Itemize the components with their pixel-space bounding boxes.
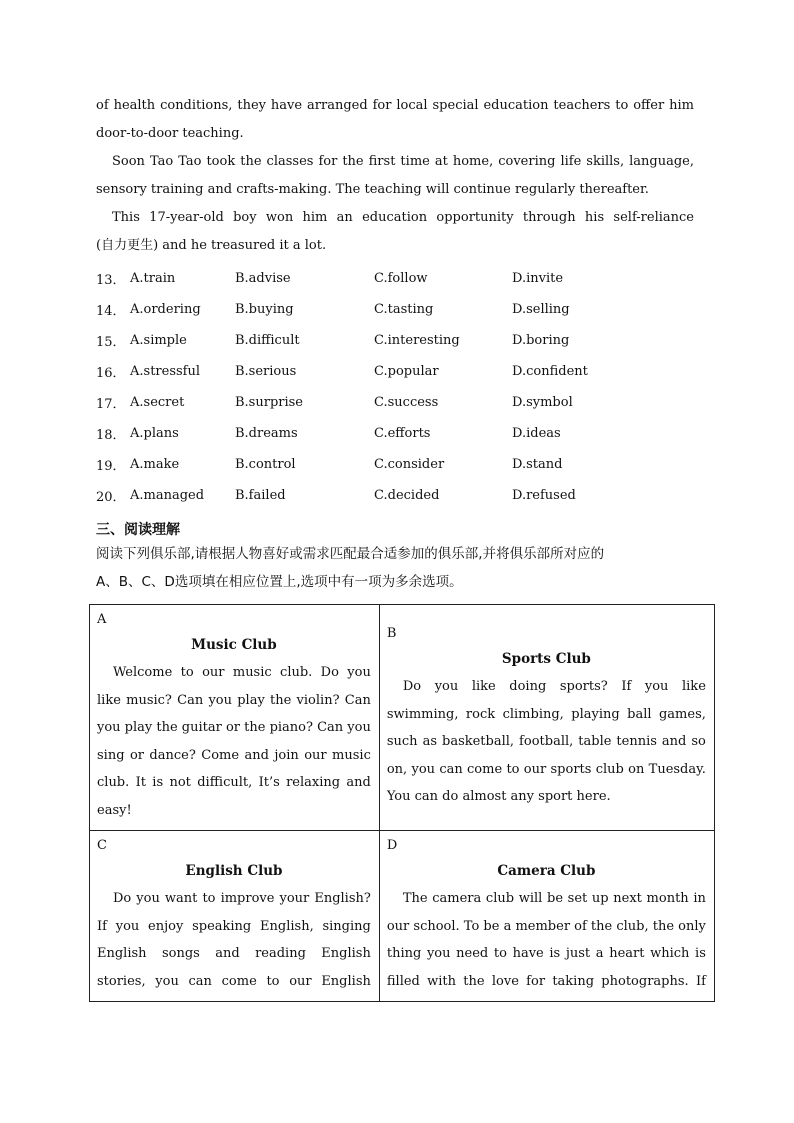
text-line: You can do almost any sport here. <box>386 789 611 804</box>
option-d: D.stand <box>512 457 563 472</box>
table-row <box>90 831 715 1002</box>
option-d: D.confident <box>512 364 588 379</box>
club-description <box>97 659 371 824</box>
club-cell-b <box>379 605 714 831</box>
option-d: D.refused <box>512 488 576 503</box>
option-b: B.control <box>235 457 296 472</box>
option-b: B.buying <box>235 302 294 317</box>
question-row <box>96 387 694 418</box>
text-line: door-to-door teaching. <box>96 126 244 141</box>
option-a: A.managed <box>130 488 205 503</box>
question-row <box>96 294 694 325</box>
question-options <box>96 263 694 511</box>
option-a: A.train <box>130 271 176 286</box>
option-c: C.decided <box>374 488 440 503</box>
text-line: filled with the love for taking photographs. If <box>386 973 706 989</box>
text-line: sensory training and crafts-making. The teaching will continue regularly thereafter. <box>96 182 649 197</box>
club-title: English Club <box>185 863 283 879</box>
option-d: D.ideas <box>512 426 561 441</box>
question-row <box>96 356 694 387</box>
option-c: C.popular <box>374 364 439 379</box>
clubs-table <box>89 604 715 1002</box>
question-number: 19． <box>96 459 126 474</box>
club-cell-d <box>379 831 714 1002</box>
text-line: If you enjoy speaking English, singing <box>97 918 371 934</box>
option-b: B.dreams <box>235 426 298 441</box>
option-a: A.ordering <box>130 302 201 317</box>
text-line: This 17-year-old boy won him an education opportunity through his self-reliance <box>112 210 694 225</box>
option-b: B.difficult <box>235 333 300 348</box>
option-d: D.boring <box>512 333 570 348</box>
passage-paragraph-3 <box>96 204 694 260</box>
text-line: Welcome to our music club. Do you <box>113 665 371 680</box>
question-number: 15． <box>96 335 126 350</box>
option-c: C.follow <box>374 271 428 286</box>
club-title: Music Club <box>191 637 277 653</box>
text-line: stories, you can come to our English <box>97 973 371 989</box>
option-c: C.efforts <box>374 426 431 441</box>
table-row <box>90 605 715 831</box>
option-a: A.simple <box>130 333 187 348</box>
club-letter: D <box>386 838 398 853</box>
passage-paragraph-2 <box>96 148 694 204</box>
option-b: B.advise <box>235 271 291 286</box>
option-a: A.stressful <box>130 364 201 379</box>
option-c: C.interesting <box>374 333 460 348</box>
text-line: The camera club will be set up next month in <box>402 891 706 906</box>
text-line: of health conditions, they have arranged for local special education teachers to offer him <box>96 98 694 113</box>
option-b: B.serious <box>235 364 297 379</box>
text-line: English songs and reading English <box>97 946 371 961</box>
option-d: D.selling <box>512 302 570 317</box>
text-line: you play the guitar or the piano? Can you <box>97 720 371 735</box>
instruction-line: A、B、C、D选项填在相应位置上,选项中有一项为多余选项。 <box>96 574 463 590</box>
text-line: Do you like doing sports? If you like <box>402 679 706 694</box>
section-title: 三、阅读理解 <box>96 522 180 538</box>
club-cell-a <box>90 605 380 831</box>
question-row <box>96 480 694 511</box>
option-c: C.consider <box>374 457 445 472</box>
instruction-line: 阅读下列俱乐部,请根据人物喜好或需求匹配最合适参加的俱乐部,并将俱乐部所对应的 <box>96 546 605 562</box>
club-description <box>97 885 371 995</box>
text-line: easy! <box>97 802 132 818</box>
club-letter: A <box>97 612 107 627</box>
option-b: B.surprise <box>235 395 304 410</box>
text-line: our school. To be a member of the club, the only <box>386 918 706 934</box>
text-line: (自力更生) and he treasured it a lot. <box>96 238 327 253</box>
option-d: D.symbol <box>512 395 573 410</box>
question-row <box>96 418 694 449</box>
club-title: Sports Club <box>501 651 591 667</box>
option-c: C.success <box>374 395 439 410</box>
question-number: 13． <box>96 273 126 288</box>
question-number: 18． <box>96 428 126 443</box>
text-line: such as basketball, football, table tennis and so <box>386 734 706 749</box>
club-description <box>387 885 706 995</box>
club-description <box>387 673 706 811</box>
option-c: C.tasting <box>374 302 434 317</box>
option-a: A.make <box>130 457 180 472</box>
question-number: 16． <box>96 366 126 381</box>
club-title: Camera Club <box>497 863 596 879</box>
text-line: thing you need to have is just a heart which is <box>386 946 706 961</box>
text-line: club. It is not difficult, It’s relaxing and <box>97 775 371 790</box>
text-line: Do you want to improve your English? <box>113 891 371 906</box>
option-b: B.failed <box>235 488 286 503</box>
club-letter: C <box>97 838 107 853</box>
page <box>96 92 694 596</box>
text-line: swimming, rock climbing, playing ball games, <box>386 706 706 722</box>
club-cell-c <box>90 831 380 1002</box>
question-number: 20． <box>96 490 126 505</box>
passage-paragraph-1 <box>96 92 694 148</box>
text-line: Soon Tao Tao took the classes for the first time at home, covering life skills, language, <box>112 154 694 169</box>
question-number: 14． <box>96 304 126 319</box>
text-line: sing or dance? Come and join our music <box>97 747 371 763</box>
club-letter: B <box>386 626 397 641</box>
option-a: A.secret <box>130 395 185 410</box>
option-a: A.plans <box>130 426 179 441</box>
question-row <box>96 449 694 480</box>
question-number: 17． <box>96 397 126 412</box>
text-line: on, you can come to our sports club on Tuesday. <box>386 761 706 777</box>
question-row <box>96 263 694 294</box>
question-row <box>96 325 694 356</box>
option-d: D.invite <box>512 271 564 286</box>
text-line: like music? Can you play the violin? Can <box>97 692 371 708</box>
section-instruction <box>96 540 694 596</box>
